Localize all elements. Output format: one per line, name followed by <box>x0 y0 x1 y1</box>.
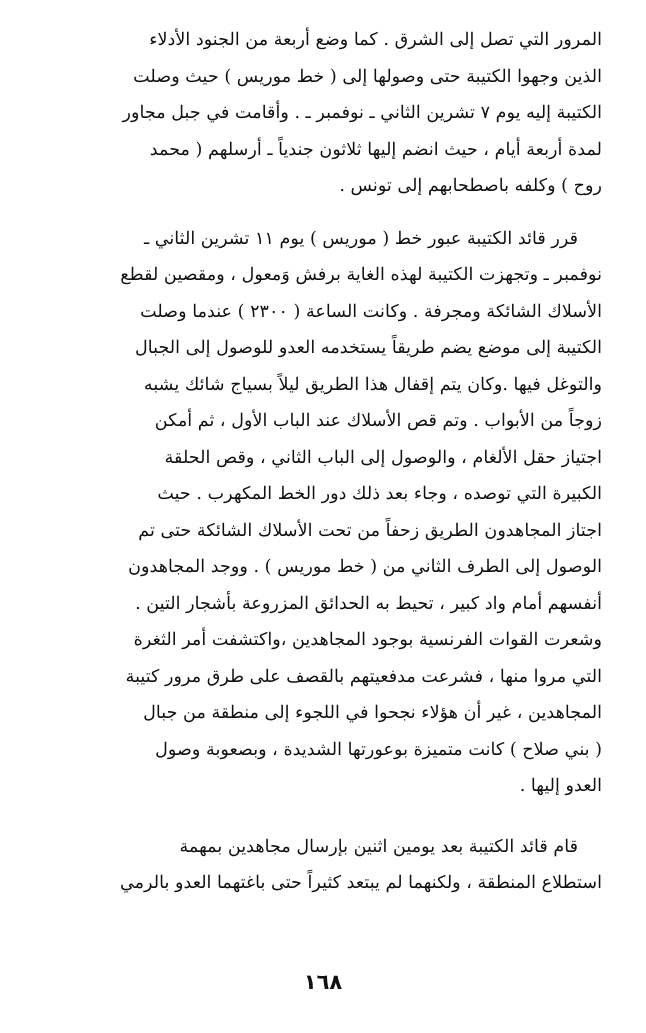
text-line: والتوغل فيها .وكان يتم إقفال هذا الطريق ليلاً بسياج شائك يشبه <box>143 374 602 395</box>
text-line: الأسلاك الشائكة ومجرفة . وكانت الساعة ( ٢٣٠٠ ) عندما وصلت <box>140 301 602 322</box>
text-line: نوفمبر ـ وتجهزت الكتيبة لهذه الغاية برفش وَمعول ، ومقصين لقطع <box>120 265 602 285</box>
paragraph-2 <box>44 221 602 623</box>
page-number: ١٦٨ <box>303 970 343 994</box>
text-line: الكتيبة إليه يوم ٧ تشرين الثاني ـ نوفمبر ـ . وأقامت في جبل مجاور <box>122 103 602 123</box>
text-line: الكتيبة إلى موضع يضم طريقاً يستخدمه العدو للوصول إلى الجبال <box>135 338 602 358</box>
text-line: استطلاع المنطقة ، ولكنهما لم يبتعد كثيراً حتى باغتهما العدو بالرمي <box>119 873 602 893</box>
text-line: ( بني صلاح ) كانت متميزة بوعورتها الشديدة ، وبصعوبة وصول <box>155 739 602 760</box>
text-line: اجتاز المجاهدون الطريق زحفاً من تحت الأسلاك الشائكة حتى تم <box>138 520 602 541</box>
text-line: المجاهدين ، غير أن هؤلاء نجحوا في اللجوء إلى منطقة من جبال <box>143 703 602 723</box>
text-line: قرر قائد الكتيبة عبور خط ( موريس ) يوم ١١ تشرين الثاني ـ <box>143 228 578 249</box>
text-line: المرور التي تصل إلى الشرق . كما وضع أربعة من الجنود الأدلاء <box>149 30 602 50</box>
text-line: التي مروا منها ، فشرعت مدفعيتهم بالقصف على طرق مرور كتيبة <box>125 666 602 687</box>
text-line: الوصول إلى الطرف الثاني من ( خط موريس ) . ووجد المجاهدون <box>128 557 602 577</box>
book-page <box>44 22 602 1033</box>
text-line: وشعرت القوات الفرنسية بوجود المجاهدين ،واكتشفت أمر الثغرة <box>133 630 602 650</box>
text-line: الذين وجهوا الكتيبة حتى وصولها إلى ( خط موريس ) حيث وصلت <box>133 66 602 87</box>
paragraph-3 <box>44 622 602 805</box>
text-line: اجتياز حقل الألغام ، والوصول إلى الباب الثاني ، وقص الحلقة <box>164 447 602 468</box>
paragraph-4 <box>44 829 602 902</box>
text-line: أنفسهم أمام واد كبير ، تحيط به الحدائق المزروعة بأشجار التين . <box>135 593 602 614</box>
text-line: لمدة أربعة أيام ، حيث انضم إليها ثلاثون جندياً ـ أرسلهم ( محمد <box>149 139 602 160</box>
text-line: زوجاً من الأبواب . وتم قص الأسلاك عند الباب الأول ، ثم أمكن <box>154 411 602 431</box>
text-line: الكبيرة التي توصده ، وجاء بعد ذلك دور الخط المكهرب . حيث <box>157 484 602 504</box>
paragraph-1 <box>44 22 602 205</box>
text-line: روح ) وكلفه باصطحابهم إلى تونس . <box>339 176 602 196</box>
text-line: العدو إليها . <box>519 776 602 796</box>
text-line: قام قائد الكتيبة بعد يومين اثنين بإرسال مجاهدين بمهمة <box>179 836 578 857</box>
